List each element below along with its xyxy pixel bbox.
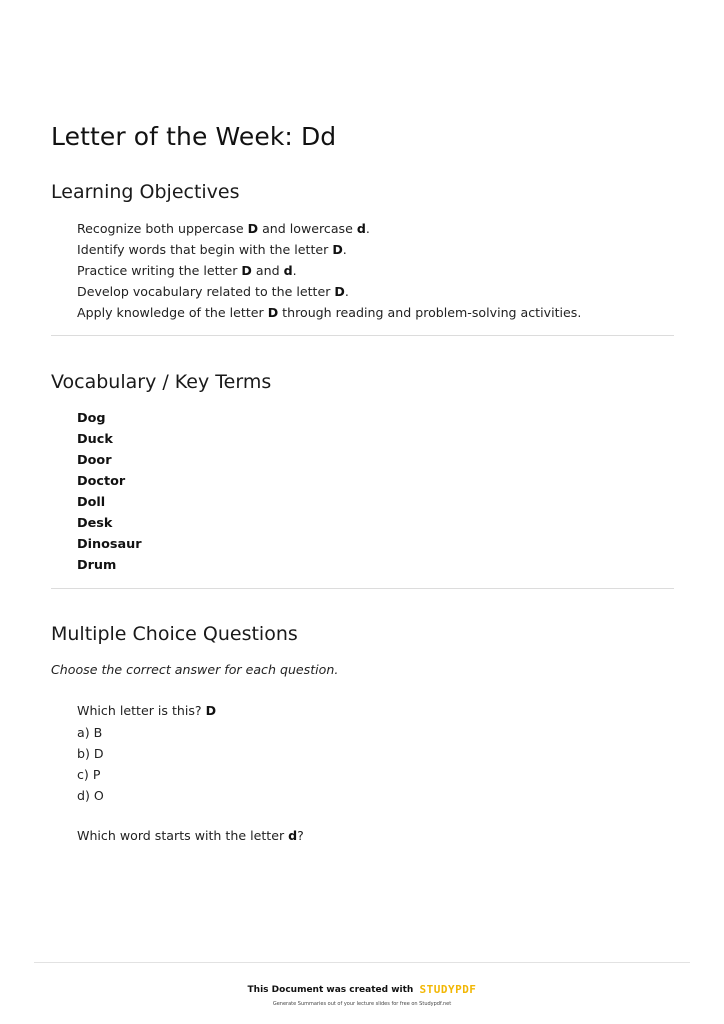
objectives-list <box>77 218 581 323</box>
mcq-heading: Multiple Choice Questions <box>51 623 298 645</box>
footer-divider <box>34 962 690 963</box>
vocab-term: Dog <box>77 411 106 426</box>
question-1-options <box>77 722 104 806</box>
vocabulary-heading: Vocabulary / Key Terms <box>51 371 272 393</box>
answer-option: d) O <box>77 788 104 803</box>
answer-option: b) D <box>77 746 104 761</box>
objective-item: Identify words that begin with the letter D. <box>77 242 347 257</box>
vocab-term: Doll <box>77 495 106 510</box>
page-title: Letter of the Week: Dd <box>51 122 337 151</box>
objectives-heading: Learning Objectives <box>51 181 240 203</box>
vocab-term: Door <box>77 453 112 468</box>
vocab-term: Doctor <box>77 474 126 489</box>
section-divider <box>51 588 674 589</box>
footer-tagline: Generate Summaries out of your lecture slides for free on Studypdf.net <box>272 1001 452 1007</box>
question-2-prompt: Which word starts with the letter d? <box>77 828 304 843</box>
answer-option: c) P <box>77 767 101 782</box>
mcq-instructions: Choose the correct answer for each question. <box>51 662 339 677</box>
vocab-term: Drum <box>77 558 117 573</box>
vocab-term: Duck <box>77 432 113 447</box>
answer-option: a) B <box>77 725 103 740</box>
question-1-prompt: Which letter is this? D <box>77 703 217 718</box>
objective-item: Recognize both uppercase D and lowercase d. <box>77 221 370 236</box>
footer-credit <box>0 983 724 996</box>
vocabulary-list <box>77 408 142 576</box>
studypdf-logo[interactable]: STUDYPDF <box>419 983 477 996</box>
objective-item: Apply knowledge of the letter D through reading and problem-solving activities. <box>77 305 582 320</box>
footer-credit-text: This Document was created with <box>247 985 414 995</box>
vocab-term: Desk <box>77 516 113 531</box>
section-divider <box>51 335 674 336</box>
vocab-term: Dinosaur <box>77 537 142 552</box>
objective-item: Develop vocabulary related to the letter D. <box>77 284 349 299</box>
objective-item: Practice writing the letter D and d. <box>77 263 297 278</box>
